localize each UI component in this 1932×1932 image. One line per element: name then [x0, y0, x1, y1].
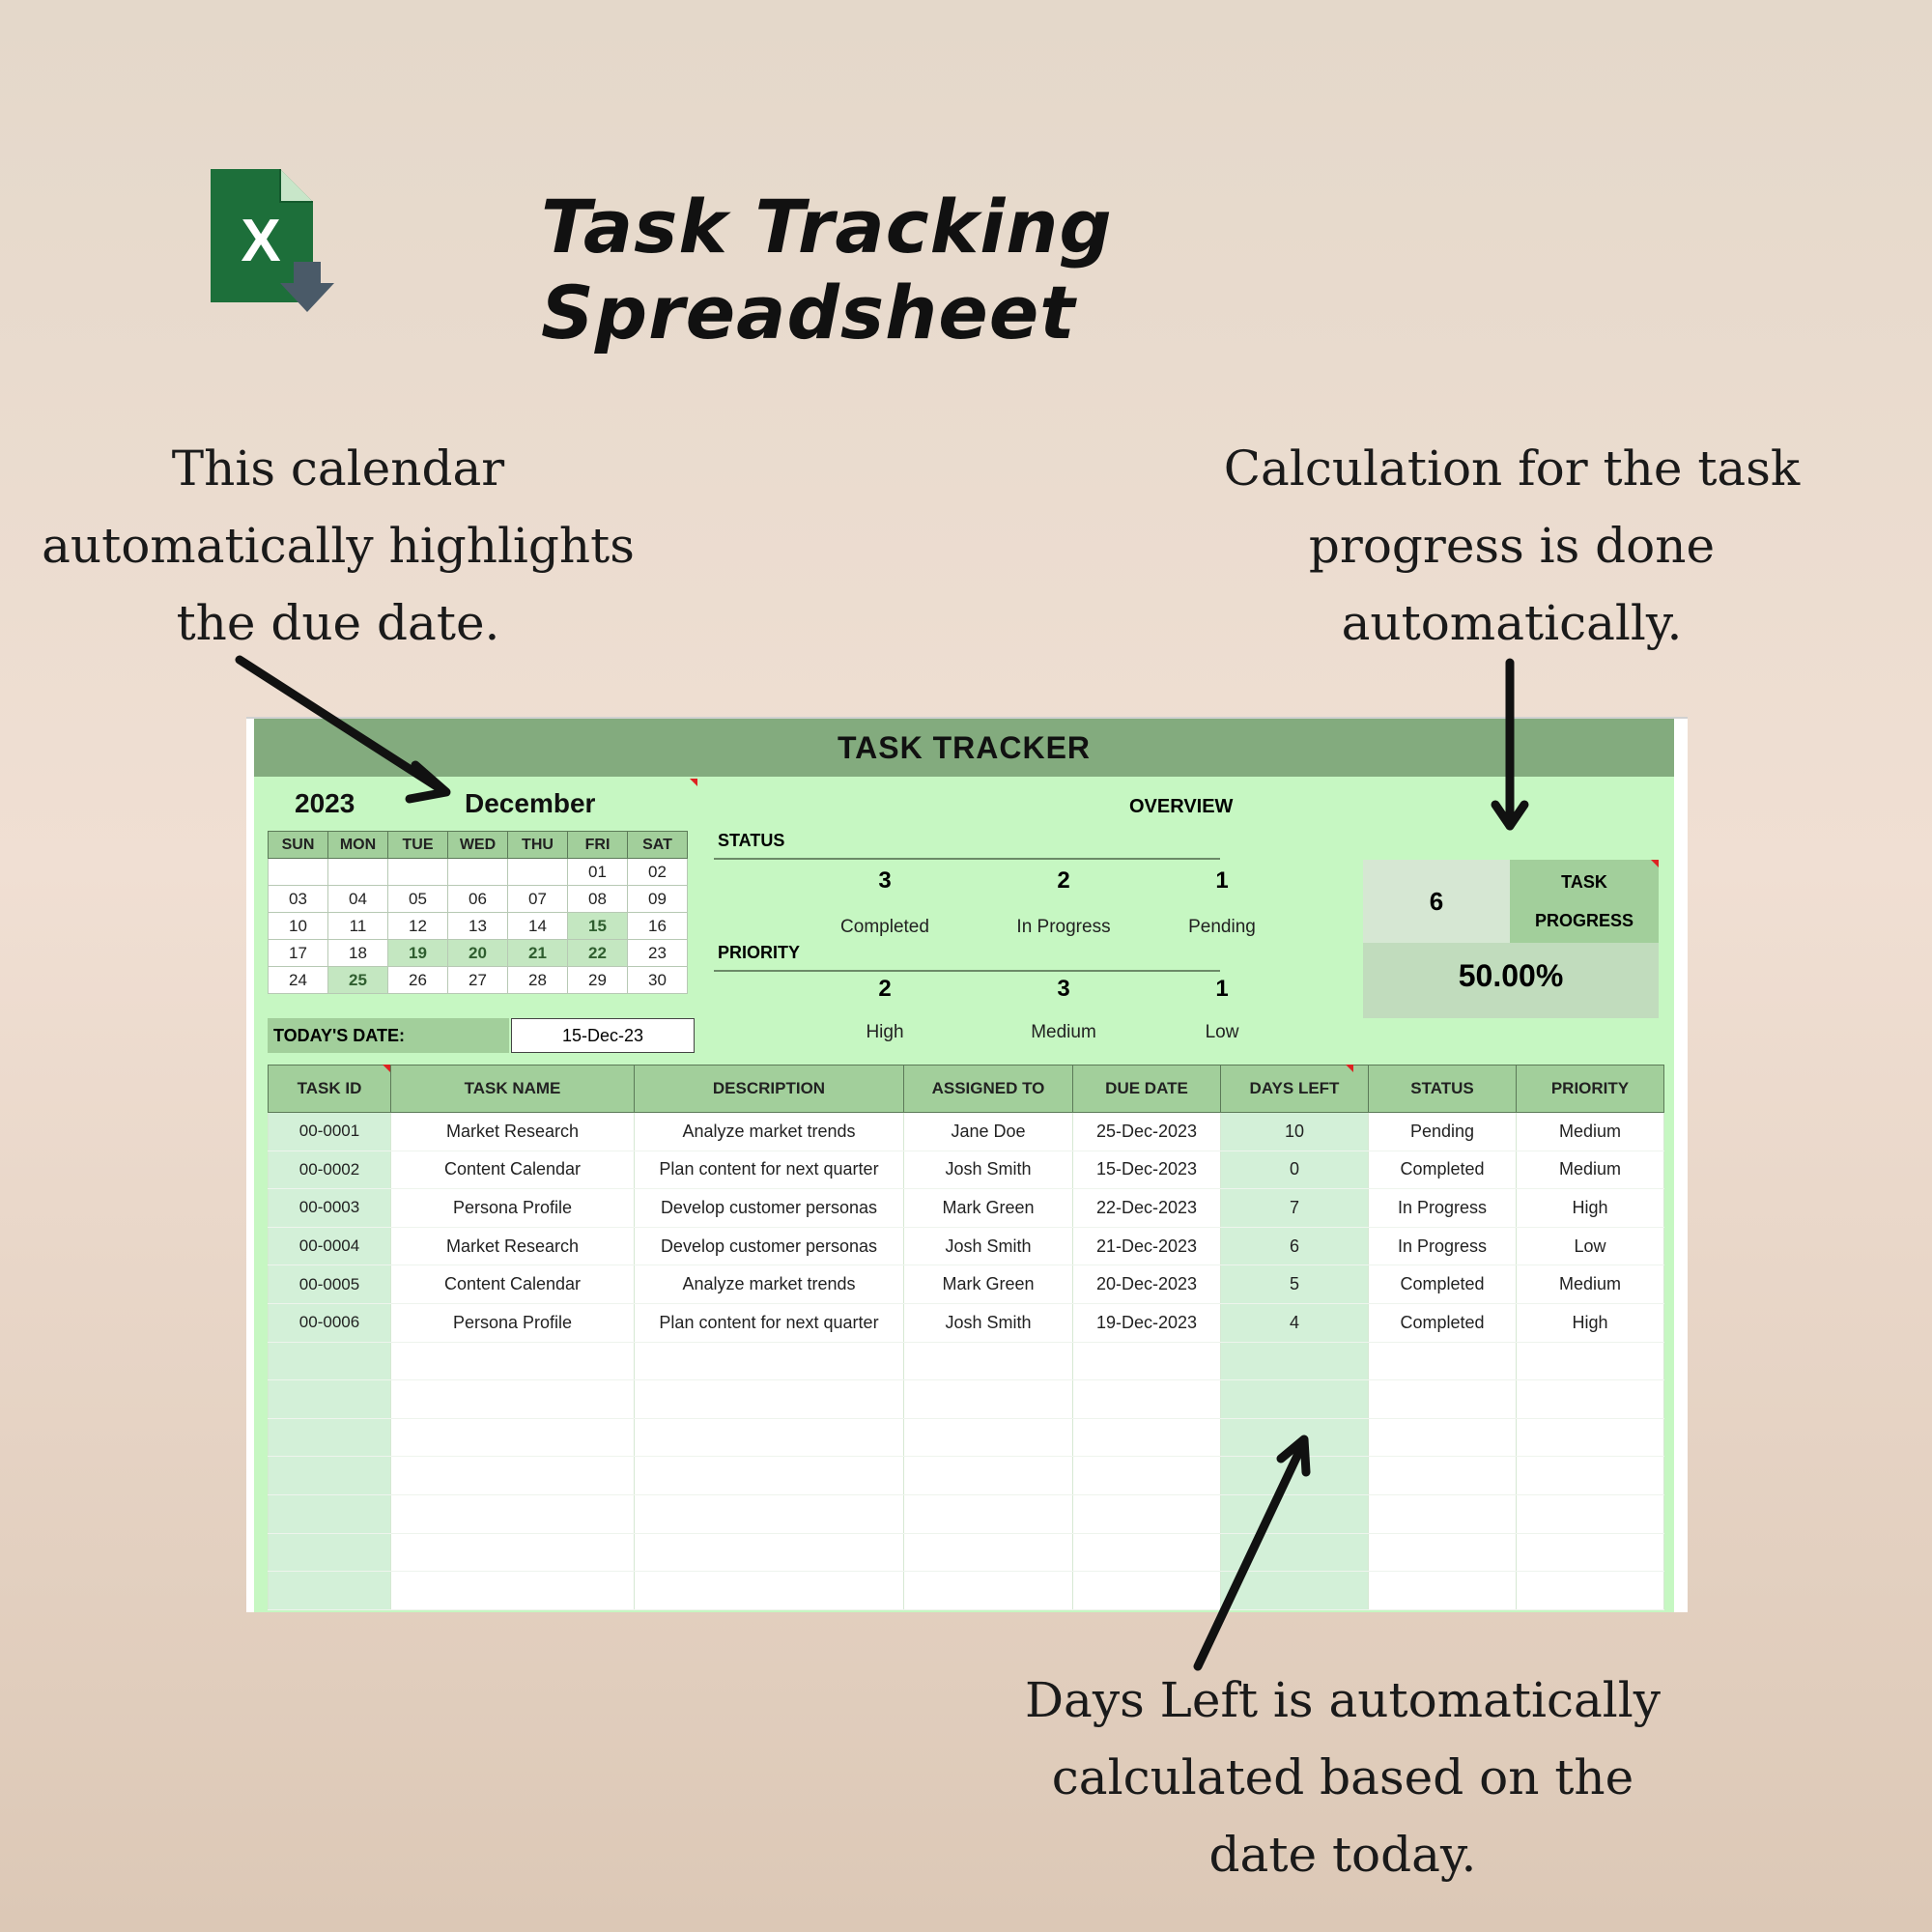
task-progress-label-line: TASK — [1561, 872, 1607, 892]
cell-priority[interactable]: Medium — [1517, 1151, 1664, 1189]
excel-letter: X — [241, 208, 281, 274]
cell-due-date[interactable]: 19-Dec-2023 — [1073, 1303, 1221, 1342]
priority-section-label: PRIORITY — [718, 943, 801, 962]
cell-priority[interactable]: High — [1517, 1303, 1664, 1342]
calendar-day[interactable]: 12 — [388, 913, 448, 940]
cell-due-date[interactable]: 21-Dec-2023 — [1073, 1227, 1221, 1265]
status-count-in-progress: 2 — [1057, 867, 1070, 894]
cell-description[interactable]: Develop customer personas — [635, 1189, 904, 1228]
calendar-weekday: FRI — [568, 832, 628, 859]
column-header-assigned-to[interactable]: ASSIGNED TO — [904, 1065, 1073, 1113]
cell-description[interactable]: Analyze market trends — [635, 1265, 904, 1304]
column-header-priority[interactable]: PRIORITY — [1517, 1065, 1664, 1113]
column-header-status[interactable]: STATUS — [1369, 1065, 1517, 1113]
cell-task-name[interactable]: Content Calendar — [391, 1151, 635, 1189]
arrow-to-days-left — [1198, 1441, 1304, 1666]
calendar-day[interactable]: 23 — [628, 940, 688, 967]
column-header-task-id[interactable]: TASK ID — [269, 1065, 391, 1113]
cell-description[interactable]: Develop customer personas — [635, 1227, 904, 1265]
cell-status[interactable]: Completed — [1369, 1151, 1517, 1189]
status-count-pending: 1 — [1215, 867, 1229, 894]
calendar-day[interactable]: 30 — [628, 967, 688, 994]
calendar-weekday: THU — [508, 832, 568, 859]
calendar-day[interactable]: 17 — [269, 940, 328, 967]
callout-line: progress is done — [1308, 518, 1716, 574]
calendar-day[interactable]: 02 — [628, 859, 688, 886]
calendar-day[interactable]: 14 — [508, 913, 568, 940]
calendar-day[interactable]: 11 — [328, 913, 388, 940]
column-header-description[interactable]: DESCRIPTION — [635, 1065, 904, 1113]
status-label-in-progress: In Progress — [1016, 917, 1111, 937]
cell-status[interactable]: Pending — [1369, 1113, 1517, 1151]
cell-status[interactable]: Completed — [1369, 1303, 1517, 1342]
calendar-day[interactable]: 29 — [568, 967, 628, 994]
calendar-day[interactable]: 09 — [628, 886, 688, 913]
calendar-day[interactable]: 06 — [448, 886, 508, 913]
calendar-day[interactable]: 28 — [508, 967, 568, 994]
priority-label-low: Low — [1205, 1022, 1239, 1042]
cell-days-left[interactable]: 0 — [1221, 1151, 1369, 1189]
tracker-title: TASK TRACKER — [254, 719, 1674, 777]
calendar-weekday: SUN — [269, 832, 328, 859]
calendar-weekday: TUE — [388, 832, 448, 859]
cell-due-date[interactable]: 20-Dec-2023 — [1073, 1265, 1221, 1304]
cell-priority[interactable]: High — [1517, 1189, 1664, 1228]
callout-line: date today. — [1208, 1827, 1477, 1883]
callout-line: calculated based on the — [1051, 1749, 1634, 1805]
total-tasks-count[interactable]: 6 — [1363, 860, 1510, 943]
calendar-day[interactable]: 25 — [328, 967, 388, 994]
column-header-days-left[interactable]: DAYS LEFT — [1221, 1065, 1369, 1113]
calendar-day[interactable]: 26 — [388, 967, 448, 994]
cell-priority[interactable]: Low — [1517, 1227, 1664, 1265]
priority-count-medium: 3 — [1057, 976, 1070, 1002]
cell-priority[interactable]: Medium — [1517, 1113, 1664, 1151]
status-count-completed: 3 — [878, 867, 892, 894]
cell-task-name[interactable]: Persona Profile — [391, 1189, 635, 1228]
arrow-to-calendar — [240, 660, 442, 790]
calendar-month[interactable]: December — [465, 788, 596, 818]
calendar-day[interactable]: 08 — [568, 886, 628, 913]
cell-assigned-to[interactable]: Mark Green — [904, 1189, 1073, 1228]
calendar-day[interactable]: 21 — [508, 940, 568, 967]
callout-line: This calendar — [171, 440, 505, 497]
cell-assigned-to[interactable]: Josh Smith — [904, 1227, 1073, 1265]
calendar-weekday: WED — [448, 832, 508, 859]
cell-task-id[interactable]: 00-0002 — [269, 1151, 391, 1189]
page-title: Task Tracking Spreadsheet — [541, 184, 1113, 355]
cell-description[interactable]: Plan content for next quarter — [635, 1151, 904, 1189]
status-section-label: STATUS — [718, 831, 785, 850]
cell-due-date[interactable]: 15-Dec-2023 — [1073, 1151, 1221, 1189]
cell-due-date[interactable]: 25-Dec-2023 — [1073, 1113, 1221, 1151]
cell-task-name[interactable]: Persona Profile — [391, 1303, 635, 1342]
calendar-day[interactable]: 10 — [269, 913, 328, 940]
column-header-due-date[interactable]: DUE DATE — [1073, 1065, 1221, 1113]
cell-task-name[interactable]: Content Calendar — [391, 1265, 635, 1304]
calendar-weekday: MON — [328, 832, 388, 859]
cell-status[interactable]: Completed — [1369, 1265, 1517, 1304]
cell-task-id[interactable]: 00-0001 — [269, 1113, 391, 1151]
cell-assigned-to[interactable]: Josh Smith — [904, 1303, 1073, 1342]
today-date-cell[interactable]: 15-Dec-23 — [511, 1018, 695, 1053]
calendar-day[interactable]: 19 — [388, 940, 448, 967]
calendar-day[interactable]: 01 — [568, 859, 628, 886]
status-label-completed: Completed — [840, 917, 929, 937]
cell-days-left[interactable]: 7 — [1221, 1189, 1369, 1228]
cell-due-date[interactable]: 22-Dec-2023 — [1073, 1189, 1221, 1228]
calendar-weekday: SAT — [628, 832, 688, 859]
cell-task-id[interactable]: 00-0004 — [269, 1227, 391, 1265]
cell-task-id[interactable]: 00-0006 — [269, 1303, 391, 1342]
cell-days-left[interactable]: 10 — [1221, 1113, 1369, 1151]
cell-assigned-to[interactable]: Josh Smith — [904, 1151, 1073, 1189]
priority-label-medium: Medium — [1031, 1022, 1096, 1042]
calendar-year[interactable]: 2023 — [295, 788, 355, 818]
callout-line: automatically. — [1341, 595, 1683, 651]
status-label-pending: Pending — [1188, 917, 1256, 937]
calendar-day[interactable]: 20 — [448, 940, 508, 967]
cell-priority[interactable]: Medium — [1517, 1265, 1664, 1304]
cell-status[interactable]: In Progress — [1369, 1227, 1517, 1265]
priority-count-low: 1 — [1215, 976, 1229, 1002]
priority-label-high: High — [866, 1022, 904, 1042]
column-header-task-name[interactable]: TASK NAME — [391, 1065, 635, 1113]
calendar-day[interactable]: 27 — [448, 967, 508, 994]
calendar-day[interactable]: 07 — [508, 886, 568, 913]
callout-line: automatically highlights — [42, 518, 635, 574]
overview-title: OVERVIEW — [1129, 796, 1234, 817]
callout-line: Calculation for the task — [1223, 440, 1801, 497]
calendar-day[interactable]: 04 — [328, 886, 388, 913]
calendar-day[interactable]: 13 — [448, 913, 508, 940]
cell-days-left[interactable]: 6 — [1221, 1227, 1369, 1265]
cell-status[interactable]: In Progress — [1369, 1189, 1517, 1228]
cell-task-name[interactable]: Market Research — [391, 1113, 635, 1151]
task-progress-percent[interactable]: 50.00% — [1458, 958, 1564, 993]
task-progress-label-line: PROGRESS — [1534, 911, 1634, 930]
cell-assigned-to[interactable]: Jane Doe — [904, 1113, 1073, 1151]
cell-task-id[interactable]: 00-0005 — [269, 1265, 391, 1304]
calendar-day[interactable]: 15 — [568, 913, 628, 940]
cell-days-left[interactable]: 4 — [1221, 1303, 1369, 1342]
cell-task-name[interactable]: Market Research — [391, 1227, 635, 1265]
calendar-day[interactable]: 03 — [269, 886, 328, 913]
calendar-day[interactable]: 24 — [269, 967, 328, 994]
priority-count-high: 2 — [878, 976, 892, 1002]
cell-description[interactable]: Plan content for next quarter — [635, 1303, 904, 1342]
callout-line: Days Left is automatically — [1024, 1672, 1662, 1728]
calendar-day[interactable]: 16 — [628, 913, 688, 940]
cell-days-left[interactable]: 5 — [1221, 1265, 1369, 1304]
calendar-day[interactable]: 18 — [328, 940, 388, 967]
callout-line: the due date. — [176, 595, 500, 651]
calendar-day[interactable]: 05 — [388, 886, 448, 913]
calendar-day[interactable]: 22 — [568, 940, 628, 967]
cell-description[interactable]: Analyze market trends — [635, 1113, 904, 1151]
today-date-label: TODAY'S DATE: — [268, 1018, 509, 1053]
cell-assigned-to[interactable]: Mark Green — [904, 1265, 1073, 1304]
cell-task-id[interactable]: 00-0003 — [269, 1189, 391, 1228]
